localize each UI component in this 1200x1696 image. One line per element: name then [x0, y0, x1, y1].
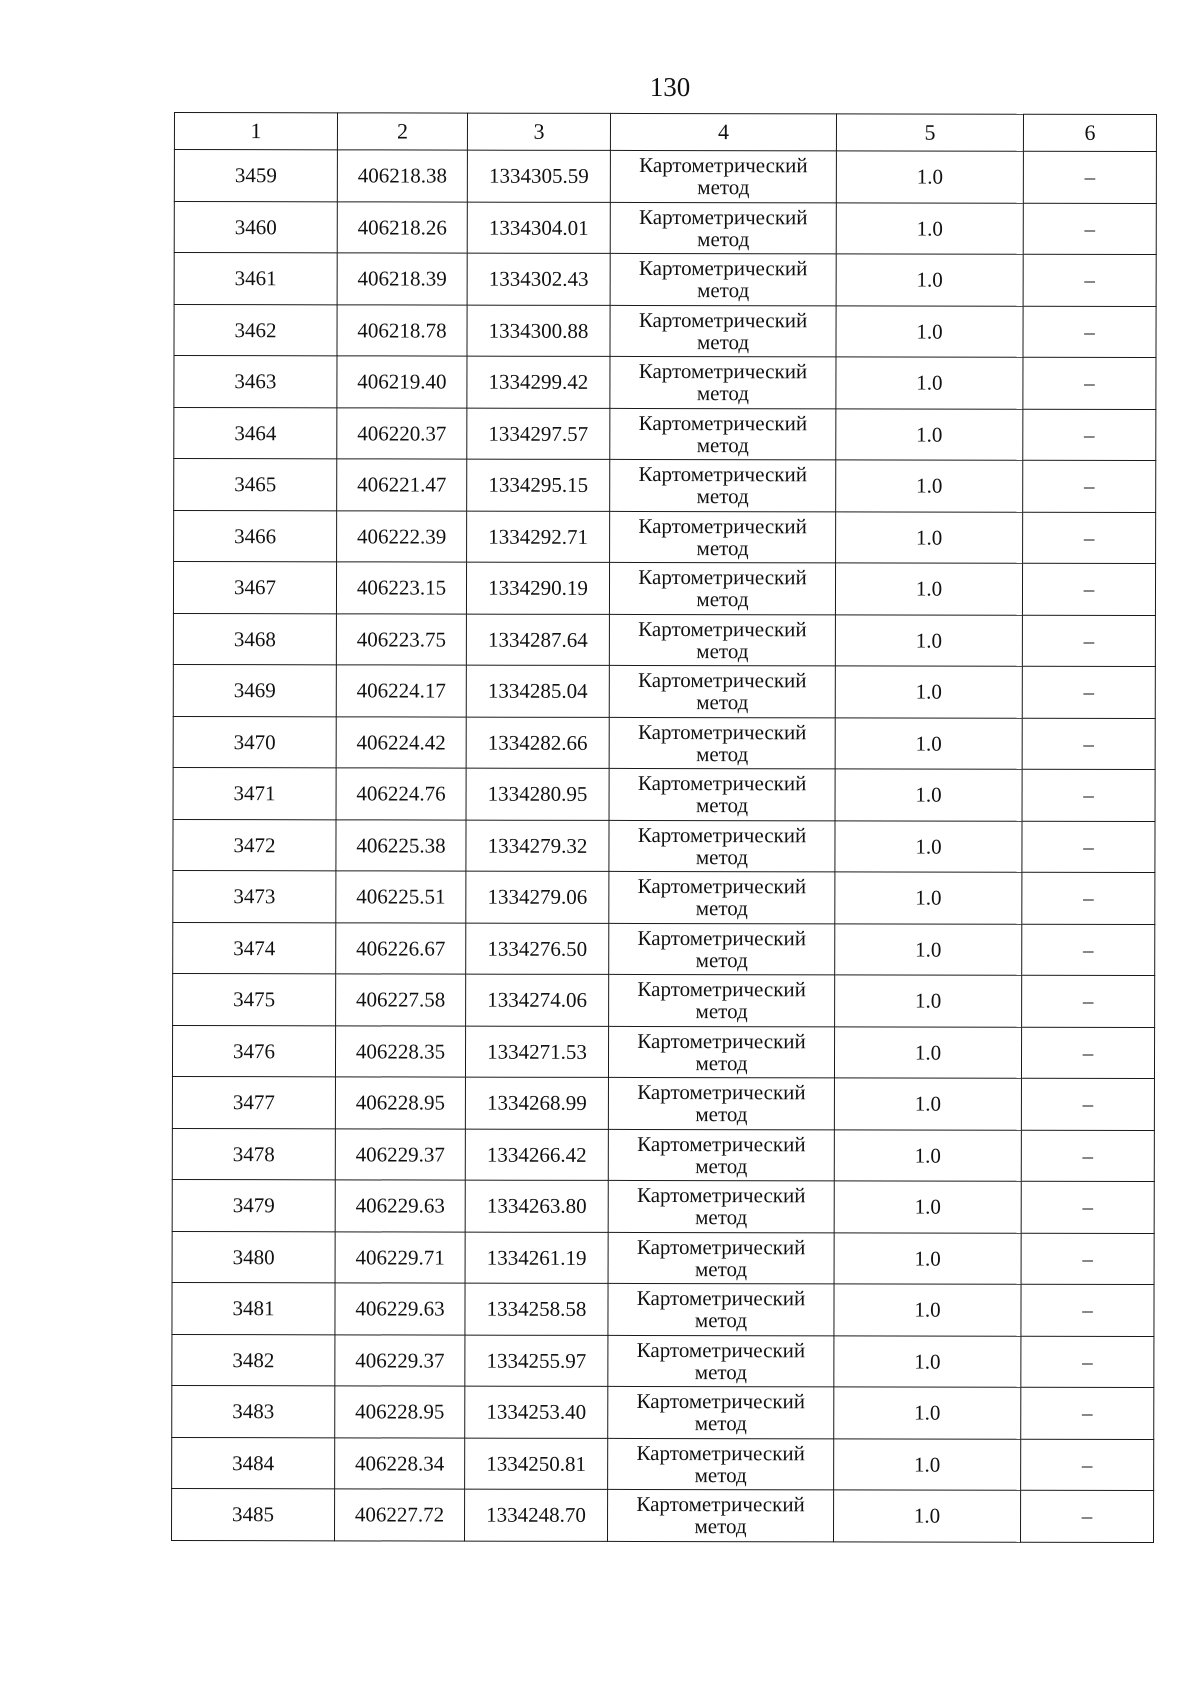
x-coordinate-cell: 406224.17 — [336, 665, 466, 717]
y-coordinate-cell: 1334271.53 — [465, 1026, 608, 1078]
note-cell: – — [1021, 1439, 1154, 1491]
point-number-cell: 3484 — [172, 1437, 335, 1489]
table-row — [172, 1282, 1154, 1336]
method-cell: Картометрический метод — [609, 871, 835, 923]
accuracy-cell: 1.0 — [836, 511, 1023, 563]
table-header-row — [174, 113, 1156, 152]
point-number-cell: 3477 — [172, 1076, 335, 1128]
note-cell: – — [1021, 1387, 1154, 1439]
point-number-cell: 3459 — [174, 150, 337, 202]
note-cell: – — [1021, 1490, 1154, 1542]
accuracy-cell: 1.0 — [836, 151, 1023, 203]
point-number-cell: 3476 — [172, 1025, 335, 1077]
table-row — [173, 613, 1155, 667]
point-number-cell: 3460 — [174, 201, 337, 253]
note-cell: – — [1021, 1027, 1154, 1079]
y-coordinate-cell: 1334279.32 — [466, 820, 609, 872]
note-cell: – — [1022, 924, 1155, 976]
note-cell: – — [1021, 1078, 1154, 1130]
x-coordinate-cell: 406225.51 — [336, 871, 466, 923]
accuracy-cell: 1.0 — [836, 408, 1023, 460]
point-number-cell: 3468 — [173, 613, 336, 665]
table-row — [174, 407, 1156, 461]
y-coordinate-cell: 1334266.42 — [465, 1129, 608, 1181]
table-row — [172, 1076, 1154, 1130]
note-cell: – — [1023, 357, 1156, 409]
note-cell: – — [1022, 769, 1155, 821]
column-header: 4 — [610, 113, 836, 150]
y-coordinate-cell: 1334287.64 — [466, 614, 609, 666]
method-cell: Картометрический метод — [609, 717, 835, 769]
method-cell: Картометрический метод — [609, 923, 835, 975]
column-header: 3 — [467, 113, 610, 150]
y-coordinate-cell: 1334250.81 — [465, 1438, 608, 1490]
point-number-cell: 3472 — [173, 819, 336, 871]
x-coordinate-cell: 406226.67 — [336, 922, 466, 974]
note-cell: – — [1022, 821, 1155, 873]
table-row — [173, 819, 1155, 873]
accuracy-cell: 1.0 — [835, 820, 1022, 872]
point-number-cell: 3463 — [174, 356, 337, 408]
method-cell: Картометрический метод — [609, 820, 835, 872]
method-cell: Картометрический метод — [610, 150, 836, 202]
accuracy-cell: 1.0 — [836, 305, 1023, 357]
point-number-cell: 3467 — [173, 562, 336, 614]
method-cell: Картометрический метод — [608, 1077, 834, 1129]
table-row — [174, 459, 1156, 513]
table-row — [174, 201, 1156, 255]
accuracy-cell: 1.0 — [836, 357, 1023, 409]
note-cell: – — [1022, 615, 1155, 667]
x-coordinate-cell: 406218.38 — [337, 150, 467, 202]
accuracy-cell: 1.0 — [834, 1438, 1021, 1490]
accuracy-cell: 1.0 — [835, 769, 1022, 821]
y-coordinate-cell: 1334282.66 — [466, 717, 609, 769]
accuracy-cell: 1.0 — [834, 1181, 1021, 1233]
x-coordinate-cell: 406218.78 — [337, 304, 467, 356]
note-cell: – — [1023, 460, 1156, 512]
note-cell: – — [1023, 306, 1156, 358]
accuracy-cell: 1.0 — [835, 975, 1022, 1027]
y-coordinate-cell: 1334290.19 — [466, 562, 609, 614]
y-coordinate-cell: 1334263.80 — [465, 1180, 608, 1232]
y-coordinate-cell: 1334305.59 — [467, 150, 610, 202]
x-coordinate-cell: 406227.58 — [336, 974, 466, 1026]
accuracy-cell: 1.0 — [834, 1078, 1021, 1130]
point-number-cell: 3461 — [174, 253, 337, 305]
accuracy-cell: 1.0 — [834, 1026, 1021, 1078]
column-header: 6 — [1023, 114, 1156, 151]
note-cell: – — [1022, 975, 1155, 1027]
coordinates-table — [171, 112, 1157, 1543]
note-cell: – — [1023, 254, 1156, 306]
table-row — [172, 1334, 1154, 1388]
point-number-cell: 3471 — [173, 767, 336, 819]
y-coordinate-cell: 1334279.06 — [466, 871, 609, 923]
table-row — [174, 304, 1156, 358]
point-number-cell: 3479 — [172, 1179, 335, 1231]
x-coordinate-cell: 406228.34 — [335, 1437, 465, 1489]
note-cell: – — [1022, 718, 1155, 770]
x-coordinate-cell: 406225.38 — [336, 819, 466, 871]
table-row — [173, 767, 1155, 821]
table-row — [173, 562, 1155, 616]
method-cell: Картометрический метод — [608, 1180, 834, 1232]
method-cell: Картометрический метод — [609, 768, 835, 820]
x-coordinate-cell: 406223.75 — [336, 613, 466, 665]
x-coordinate-cell: 406229.63 — [335, 1180, 465, 1232]
note-cell: – — [1021, 1336, 1154, 1388]
x-coordinate-cell: 406224.76 — [336, 768, 466, 820]
y-coordinate-cell: 1334255.97 — [465, 1335, 608, 1387]
method-cell: Картометрический метод — [610, 305, 836, 357]
x-coordinate-cell: 406228.95 — [335, 1386, 465, 1438]
y-coordinate-cell: 1334248.70 — [465, 1489, 608, 1541]
page-number: 130 — [649, 72, 691, 102]
accuracy-cell: 1.0 — [835, 614, 1022, 666]
x-coordinate-cell: 406228.95 — [335, 1077, 465, 1129]
x-coordinate-cell: 406228.35 — [335, 1025, 465, 1077]
method-cell: Картометрический метод — [608, 1283, 834, 1335]
accuracy-cell: 1.0 — [834, 1387, 1021, 1439]
method-cell: Картометрический метод — [608, 1386, 834, 1438]
x-coordinate-cell: 406220.37 — [337, 407, 467, 459]
point-number-cell: 3473 — [173, 870, 336, 922]
accuracy-cell: 1.0 — [834, 1284, 1021, 1336]
method-cell: Картометрический метод — [608, 1026, 834, 1078]
method-cell: Картометрический метод — [608, 1335, 834, 1387]
x-coordinate-cell: 406229.63 — [335, 1283, 465, 1335]
point-number-cell: 3469 — [173, 664, 336, 716]
y-coordinate-cell: 1334274.06 — [466, 974, 609, 1026]
x-coordinate-cell: 406229.37 — [335, 1334, 465, 1386]
method-cell: Картометрический метод — [608, 1232, 834, 1284]
table-row — [174, 510, 1156, 564]
table-row — [174, 253, 1156, 307]
accuracy-cell: 1.0 — [835, 563, 1022, 615]
x-coordinate-cell: 406218.39 — [337, 253, 467, 305]
table-row — [172, 1179, 1154, 1233]
accuracy-cell: 1.0 — [836, 460, 1023, 512]
point-number-cell: 3483 — [172, 1385, 335, 1437]
y-coordinate-cell: 1334285.04 — [466, 665, 609, 717]
point-number-cell: 3478 — [172, 1128, 335, 1180]
note-cell: – — [1021, 1233, 1154, 1285]
x-coordinate-cell: 406218.26 — [337, 201, 467, 253]
note-cell: – — [1023, 203, 1156, 255]
note-cell: – — [1022, 666, 1155, 718]
method-cell: Картометрический метод — [610, 253, 836, 305]
point-number-cell: 3466 — [174, 510, 337, 562]
x-coordinate-cell: 406229.71 — [335, 1231, 465, 1283]
accuracy-cell: 1.0 — [834, 1232, 1021, 1284]
x-coordinate-cell: 406224.42 — [336, 716, 466, 768]
y-coordinate-cell: 1334258.58 — [465, 1283, 608, 1335]
y-coordinate-cell: 1334268.99 — [465, 1077, 608, 1129]
x-coordinate-cell: 406219.40 — [337, 356, 467, 408]
point-number-cell: 3482 — [172, 1334, 335, 1386]
x-coordinate-cell: 406227.72 — [335, 1489, 465, 1541]
method-cell: Картометрический метод — [610, 511, 836, 563]
note-cell: – — [1021, 1181, 1154, 1233]
table-row — [174, 356, 1156, 410]
method-cell: Картометрический метод — [610, 356, 836, 408]
point-number-cell: 3481 — [172, 1282, 335, 1334]
y-coordinate-cell: 1334280.95 — [466, 768, 609, 820]
column-header: 5 — [836, 114, 1023, 151]
accuracy-cell: 1.0 — [834, 1129, 1021, 1181]
accuracy-cell: 1.0 — [836, 202, 1023, 254]
accuracy-cell: 1.0 — [834, 1335, 1021, 1387]
method-cell: Картометрический метод — [609, 665, 835, 717]
note-cell: – — [1021, 1284, 1154, 1336]
y-coordinate-cell: 1334253.40 — [465, 1386, 608, 1438]
column-header: 1 — [174, 113, 337, 150]
y-coordinate-cell: 1334297.57 — [467, 408, 610, 460]
y-coordinate-cell: 1334302.43 — [467, 253, 610, 305]
accuracy-cell: 1.0 — [835, 923, 1022, 975]
accuracy-cell: 1.0 — [835, 872, 1022, 924]
y-coordinate-cell: 1334304.01 — [467, 202, 610, 254]
x-coordinate-cell: 406221.47 — [337, 459, 467, 511]
table-row — [172, 1231, 1154, 1285]
table-row — [172, 1128, 1154, 1182]
note-cell: – — [1022, 872, 1155, 924]
y-coordinate-cell: 1334300.88 — [467, 305, 610, 357]
method-cell: Картометрический метод — [609, 614, 835, 666]
table-row — [172, 1488, 1154, 1542]
table-row — [173, 973, 1155, 1027]
point-number-cell: 3475 — [173, 973, 336, 1025]
y-coordinate-cell: 1334261.19 — [465, 1232, 608, 1284]
method-cell: Картометрический метод — [610, 408, 836, 460]
y-coordinate-cell: 1334276.50 — [466, 923, 609, 975]
point-number-cell: 3480 — [172, 1231, 335, 1283]
method-cell: Картометрический метод — [610, 459, 836, 511]
table-row — [173, 664, 1155, 718]
method-cell: Картометрический метод — [608, 1438, 834, 1490]
point-number-cell: 3470 — [173, 716, 336, 768]
method-cell: Картометрический метод — [609, 974, 835, 1026]
table-row — [172, 1025, 1154, 1079]
accuracy-cell: 1.0 — [836, 254, 1023, 306]
note-cell: – — [1023, 409, 1156, 461]
note-cell: – — [1021, 1130, 1154, 1182]
table-row — [172, 1385, 1154, 1439]
point-number-cell: 3485 — [172, 1488, 335, 1540]
table-row — [172, 1437, 1154, 1491]
x-coordinate-cell: 406222.39 — [337, 510, 467, 562]
y-coordinate-cell: 1334295.15 — [467, 459, 610, 511]
table-row — [173, 870, 1155, 924]
y-coordinate-cell: 1334299.42 — [467, 356, 610, 408]
point-number-cell: 3465 — [174, 459, 337, 511]
table-row — [173, 922, 1155, 976]
point-number-cell: 3464 — [174, 407, 337, 459]
note-cell: – — [1023, 151, 1156, 203]
point-number-cell: 3474 — [173, 922, 336, 974]
accuracy-cell: 1.0 — [834, 1490, 1021, 1542]
method-cell: Картометрический метод — [608, 1129, 834, 1181]
accuracy-cell: 1.0 — [835, 717, 1022, 769]
method-cell: Картометрический метод — [608, 1489, 834, 1541]
note-cell: – — [1023, 512, 1156, 564]
accuracy-cell: 1.0 — [835, 666, 1022, 718]
table-body — [172, 113, 1157, 1543]
x-coordinate-cell: 406223.15 — [336, 562, 466, 614]
note-cell: – — [1022, 563, 1155, 615]
point-number-cell: 3462 — [174, 304, 337, 356]
method-cell: Картометрический метод — [609, 562, 835, 614]
x-coordinate-cell: 406229.37 — [335, 1128, 465, 1180]
table-row — [174, 150, 1156, 204]
method-cell: Картометрический метод — [610, 202, 836, 254]
y-coordinate-cell: 1334292.71 — [467, 511, 610, 563]
table-row — [173, 716, 1155, 770]
column-header: 2 — [337, 113, 467, 150]
